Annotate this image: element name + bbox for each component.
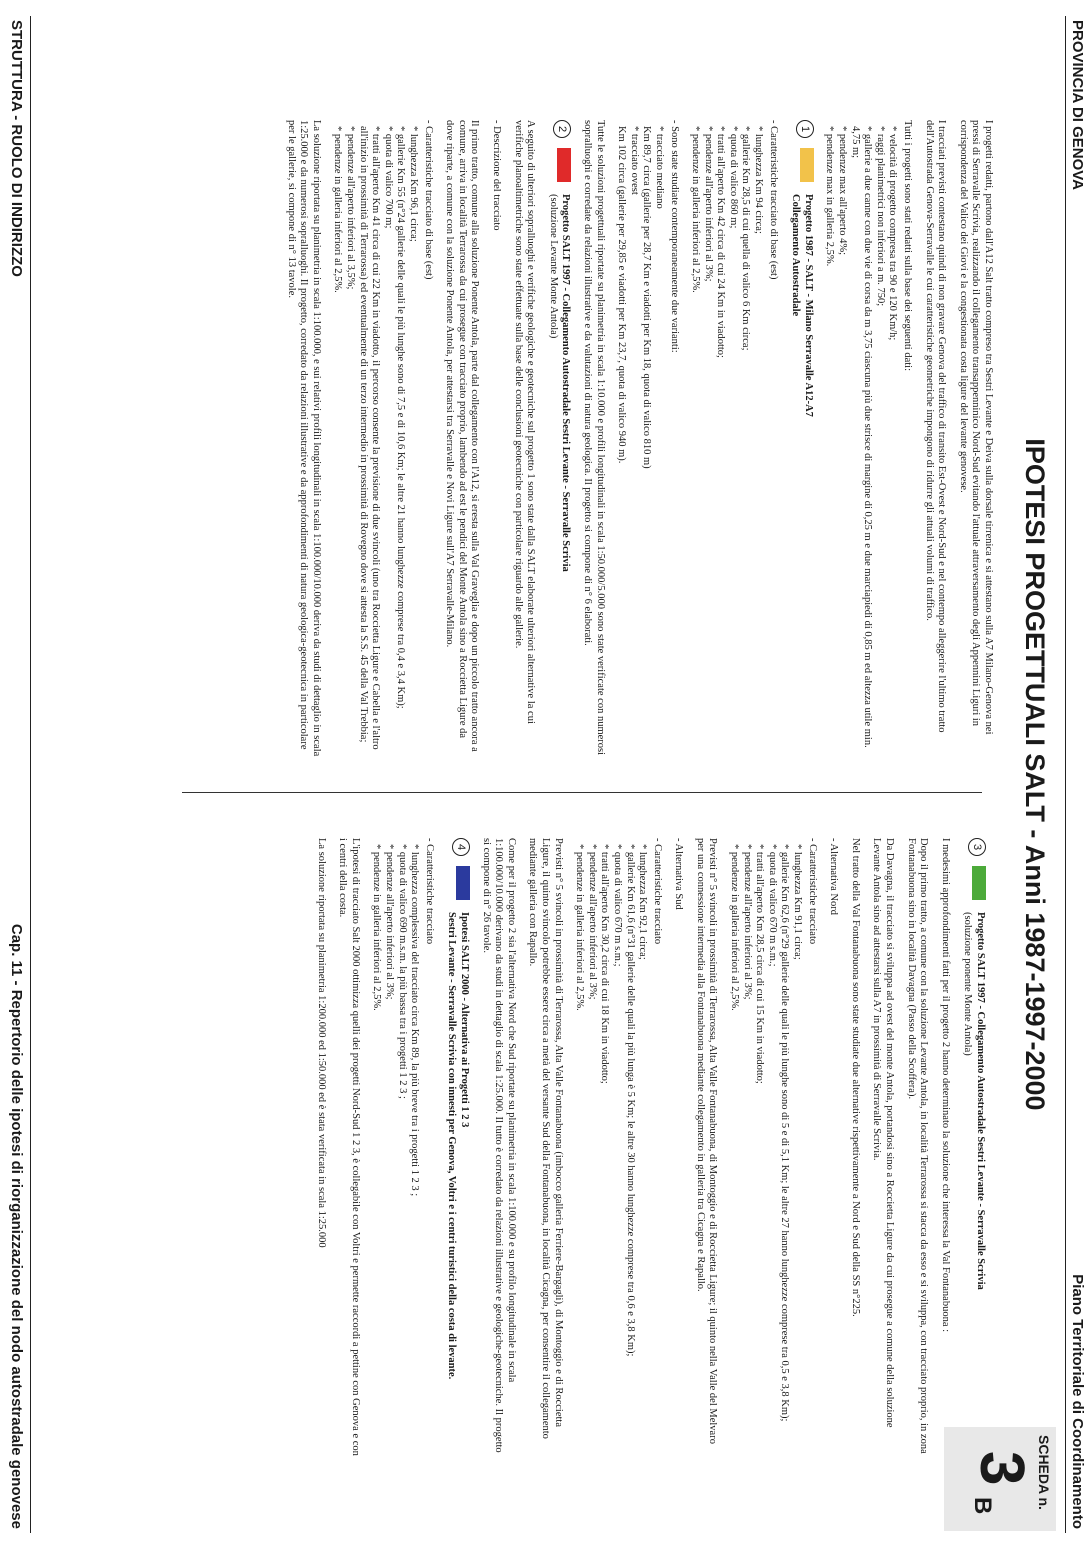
design-data-intro: Tutti i progetti sono stati redatti sulla base dei seguenti dati: (902, 120, 914, 371)
list-item: * pendenze in galleria inferiori al 2,5%. (690, 126, 702, 293)
p3-sud-characteristics-list (573, 838, 649, 1458)
project-1-title: Progetto 1987 - SALT - Milano Serravalle A12-A7 (802, 194, 814, 417)
list-item: Km 89,7 circa (gallerie per 28,7 Km e viadotti per Km 18, quota di valico 810 m) (641, 126, 653, 469)
p4-closing: La soluzione riportata su planimetria 1:200.000 ed 1:50.000 ed è stata verificata in scala 1:25.000 (315, 838, 327, 1248)
p2-description: Il primo tratto, comune alla soluzione Ponente Antola, parte dal collegamento con l'A12, si eresta sulla Val Graveglia e dopo un piccolo tratto ancora a comune, arriva in località Terrarossa da cui prosegue con tracciato proprio, lambendo ad est le pendici del Monte Antola sino a Roccietta Ligure da dove riparte, a comune con la soluzione Ponente Antola, per attestarsi tra Serravalle e Novi Ligure sull'A7 Serravalle-Milano. (444, 120, 481, 752)
list-item: * pendenze all'aperto inferiori al 3%; (741, 844, 753, 1000)
p3-sud-characteristics-heading: - Caratteristiche tracciato (651, 838, 663, 945)
list-item: Km 102 circa (gallerie per 29,85 e viadotti per Km 23,7, quota di valico 940 m). (616, 126, 628, 464)
project-3-subtitle: (soluzione ponente Monte Antola) (962, 912, 974, 1056)
p3-sud-heading: - Alternativa Sud (673, 838, 685, 910)
p3-paragraph-3: Da Davagna, il tracciato si sviluppa ad ovest del monte Antola, portandosi sino a Roccietta Ligure da cui prosegue a comune della soluzione Levante Antola sino ad attestarsi sulla A7 in prossimità di Serravalle Scrivia. (871, 838, 896, 1428)
list-item: * tratti all'aperto Km 30,2 circa di cui 18 Km in viadotto; (599, 844, 611, 1084)
scheda-sub: B (969, 1497, 996, 1515)
intro-paragraph-2: I tracciati previsti contestano quindi di non gravare Genova del traffico di transito Est-Ovest e Nord-Sud e nel contempo alleggerire l'ultimo tratto dell'Autostrada Genova-Serravalle le cui caratteristiche geometriche impongono di ridurre gli attuali volumi di traffico. (923, 120, 948, 733)
list-item: * lunghezza Km 91,1 circa; (792, 844, 804, 960)
p4-paragraph-1: L'ipotesi di tracciato Salt 2000 ottimizza quelli dei progetti Nord-Sud 1 2 3, è collegabile con Voltri e permette raccordi a pettine con Genova e con i centri della costa. (337, 838, 361, 1456)
list-item: * raggi planimetrici non inferiori a m. 750; (874, 126, 886, 307)
p3-nord-closing: Previsti n° 5 svincoli in prossimità di Terrarossa, Alta Valle Fontanabuona, di Montoggio e di Roccietta Ligure; il quinto nella Valle del Melvaro per una connessione intermedia alla Fontanabuona mediante collegamento in galleria tra Cicagna e Rapallo. (694, 838, 719, 1444)
project-color-swatch (456, 866, 470, 900)
project-color-swatch (557, 148, 571, 182)
p3-sud-closing: Previsti n° 5 svincoli in prossimità di Terrarossa, Alta Valle Fontanabuona (imbocco galleria Ferriere-Bargagli), di Montoggio e di Roccietta Ligure, il quinto svincolo potrebbe essere circa a metà del versante Sud della Fontanabuona, in località Cicagna, per consentire il collegamento mediante galleria con Rapallo. (527, 838, 564, 1439)
project-color-swatch (972, 866, 986, 900)
project-2-subtitle: (soluzione Levante Monte Antola) (547, 194, 559, 339)
list-item: * tratti all'aperto Km 41 circa di cui 22 Km in viadotto, il percorso consente la previsione di due svincoli (uno tra Roccietta Ligure e Cabella e l'altro all'inizio in prossimità di Terrarossa) ed eventualmente di un terzo intermedio in prossimità di Rovegno dove si attesta la S.S. 45 della Val Trebbia; (357, 126, 382, 750)
list-item: * pendenze all'aperto inferiori al 3%; (384, 844, 396, 1000)
list-item: * lunghezza complessiva del tracciato circa Km 89, la più breve tra i progetti 1 2 3 ; (409, 844, 421, 1197)
project-2-heading (546, 120, 571, 760)
p1-variants-heading: - Sono state studiate contemporaneamente due varianti: (668, 120, 680, 353)
project-2-title: Progetto SALT 1997 - Collegamento Autostradale Sestri Levante - Serravalle Scrivia (560, 194, 572, 572)
scheda-label: SCHEDA n. (1036, 1435, 1052, 1510)
list-item: * velocità di progetto compresa tra 90 e 120 Km/h; (887, 126, 899, 341)
list-item: * pendenze max in galleria 2,5%. (824, 126, 836, 267)
project-number-badge: 4 (452, 838, 470, 856)
header-province: PROVINCIA DI GENOVA (1069, 20, 1086, 191)
p3-nord-heading: - Alternativa Nord (828, 838, 840, 915)
project-4-title: Ipotesi SALT 2000 - Alternativa ai Progetti 1 2 3 (459, 912, 470, 1128)
project-number-badge: 3 (968, 838, 986, 856)
footer-structure: STRUTTURA - RUOLO DI INDIRIZZO (8, 20, 25, 277)
p4-characteristics-heading: - Caratteristiche tracciato (423, 838, 435, 945)
list-item: * gallerie Km 62,6 (n°29 gallerie delle quali le più lunghe sono di 5 e di 5,1 Km; le altre 27 hanno lunghezze comprese tra 0,5 e 3,8 Km); (779, 844, 791, 1422)
list-item: * tracciato mediano (653, 126, 665, 209)
p2-intro: A seguito di ulteriori sopralluoghi e verifiche geologiche e geotecniche sul progetto 1 sono state dalla SALT elaborate ulteriori alternative la cui verifiche planoaltimetriche sono state effettuate sulla base delle conclusioni geotecniche con particolare riguardo alle gallerie. (512, 120, 537, 724)
list-item: * pendenze all'aperto inferiori al 3%; (586, 844, 598, 1000)
p3-characteristics-heading: - Caratteristiche tracciato (806, 838, 818, 945)
left-column (275, 120, 994, 760)
p4-characteristics-list (370, 838, 420, 1458)
p1-characteristics-list (689, 120, 765, 760)
list-item: * tracciato ovest (628, 126, 640, 195)
project-number-badge: 1 (796, 120, 814, 138)
project-4-subtitle: Sestri Levante - Serravalle Scrivia con innesti per Genova, Voltri e i centri turistici della costa di levante. (446, 912, 458, 1380)
p2-characteristics-heading: - Caratteristiche tracciato di base (est) (422, 120, 434, 280)
project-1-heading (789, 120, 814, 760)
page-title: IPOTESI PROGETTUALI SALT - Anni 1987-1997-2000 (1020, 438, 1050, 1111)
list-item: * gallerie Km 55 (n°24 gallerie delle quali le più lunghe sono di 7,5 e di 10,6 Km; le altre 21 hanno lunghezze comprese tra 0,4 e 3,4 Km); (395, 126, 407, 709)
column-divider (182, 792, 982, 793)
header-rule (1065, 16, 1066, 1533)
list-item: * pendenze all'aperto inferiori al 3,5%; (345, 126, 357, 290)
p2-characteristics-list (331, 120, 419, 760)
list-item: * lunghezza Km 92,1 circa; (637, 844, 649, 960)
list-item: * gallerie a due canne con due vie di corsa da m 3,75 ciascuna più due strisce di margine di 0,25 m e due marciapiedi di 0,85 m ed altezza utile min. 4,75 m; (849, 126, 874, 748)
p3-intro: I medesimi approfondimenti fatti per il progetto 2 hanno determinato la soluzione che interessa la Val Fontanabuona : (939, 838, 951, 1333)
list-item: * pendenze all'aperto inferiori al 3%; (702, 126, 714, 282)
list-item: * pendenze max all'aperto 4%; (837, 126, 849, 256)
list-item: * lunghezza Km 96,1 circa; (408, 126, 420, 242)
footer-chapter: Cap. 11 - Repertorio delle ipotesi di riorganizzazione del nodo autostradale genovese (8, 923, 25, 1529)
header-plan-title: Piano Territoriale di Coordinamento (1069, 1274, 1086, 1529)
list-item: * pendenze in galleria inferiori al 2,5%. (729, 844, 741, 1011)
p1-closing: Tutte le soluzioni progettuali riportate su planimetria in scala 1:10.000 e profili longitudinali in scala 1:50.000/5.000 sono state verificate con numerosi sopralluoghi e corredate da relazioni illustrative e da valutazioni di natura geologica. Il progetto si compone di n° 6 elaborati. (581, 120, 606, 756)
list-item: * quota di valico 670 m s.m.; (611, 844, 623, 967)
p1-characteristics-heading: - Caratteristiche tracciato di base (est) (767, 120, 779, 280)
p3-nord-characteristics-list (728, 838, 804, 1458)
project-3-heading (961, 838, 986, 1458)
p2-description-heading: - Descrizione del tracciato (491, 120, 502, 231)
list-item: * tratti all'aperto Km 42 circa di cui 24 Km in viadotto; (715, 126, 727, 358)
project-3-title: Progetto SALT 1997 - Collegamento Autostradale Sestri Levante - Serravalle Scrivia (975, 912, 986, 1290)
list-item: * quota di valico 860 m; (727, 126, 739, 229)
design-data-list (823, 120, 899, 760)
p2-closing: La soluzione riportata su planimetria in scala 1:100.000, e sui relativi profili longitudinali in scala 1:100.000/10.000 deriva da studi di dettaglio in scala 1:25.000 e da numerosi sopralluoghi. Il progetto, corredato da relazioni illustrative e da approfondimenti di natura geologica-geotecnica in particolare per le gallerie, si compone di n° 13 tavole. (285, 120, 322, 757)
p3-paragraph-4: Nel tratto della Val Fontanabuona sono state studiate due alternative rispettivamente a Nord e Sud della SS n°225. (849, 838, 861, 1317)
project-color-swatch (800, 148, 814, 182)
project-number-badge: 2 (553, 120, 571, 138)
intro-paragraph-1: I progetti redatti, partono dall'A12 Salt tratto compreso tra Sestri Levante e Deiva sulla dorsale tirrenica e si attestano sulla A7 Milano-Genova nei pressi di Serravalle Scrivia, realizzando il collegamento transappenninico Nord-Sud evitando l'attuale attraversamento degli Appennini Liguri in corrispondenza del Valico dei Giovi e la congestionata costa ligure del levante genovese. (957, 120, 994, 735)
list-item: * gallerie Km 61,6 (n°31 gallerie delle quali la più lunga è 5 Km; le altre 30 hanno lunghezze comprese tra 0,6 e 3,8 Km); (624, 844, 636, 1357)
list-item: * pendenze in galleria inferiori al 2,5%. (332, 126, 344, 293)
list-item: * quota di valico 690 m.s.m. la più bassa tra i progetti 1 2 3 ; (396, 844, 408, 1099)
p3-final: Come per il progetto 2 sia l'alternativa Nord che Sud riportate su planimetria in scala 1:100.000 e su profilo longitudinale in scala 1:100.000/10.000 derivano da studi in dettaglio di scala 1:25.000. Il tutto è corredato da relazioni illustrative e geologiche-geotecniche. Il progetto si compone di n° 26 tavole. (480, 838, 517, 1453)
list-item: * quota di valico 670 m s.m.; (766, 844, 778, 967)
list-item: * pendenze in galleria inferiori al 2,5%. (574, 844, 586, 1011)
project-1-subtitle: Collegamento Autostradale (790, 194, 802, 317)
list-item: * gallerie Km 28,5 di cui quella di valico 6 Km circa; (740, 126, 752, 351)
scheda-number: 3 (967, 1451, 1036, 1486)
list-item: * quota di valico 700 m; (382, 126, 394, 229)
p3-paragraph-2: Dopo il primo tratto, a comune con la soluzione Levante Antola, in località Terrarossa si stacca da esso e si sviluppa, con tracciato proprio, in zona Fontanabuona sino in località Davagna (Passo della Scoffera). (905, 838, 930, 1454)
p1-variants-list (615, 120, 665, 760)
list-item: * pendenze in galleria inferiori al 2,5%. (371, 844, 383, 1011)
right-column (305, 838, 994, 1458)
footer-rule (30, 16, 31, 1533)
list-item: * tratti all'aperto Km 28,5 circa di cui 15 Km in viadotto; (754, 844, 766, 1084)
list-item: * lunghezza Km 94 circa; (753, 126, 765, 234)
project-4-heading (445, 838, 470, 1458)
